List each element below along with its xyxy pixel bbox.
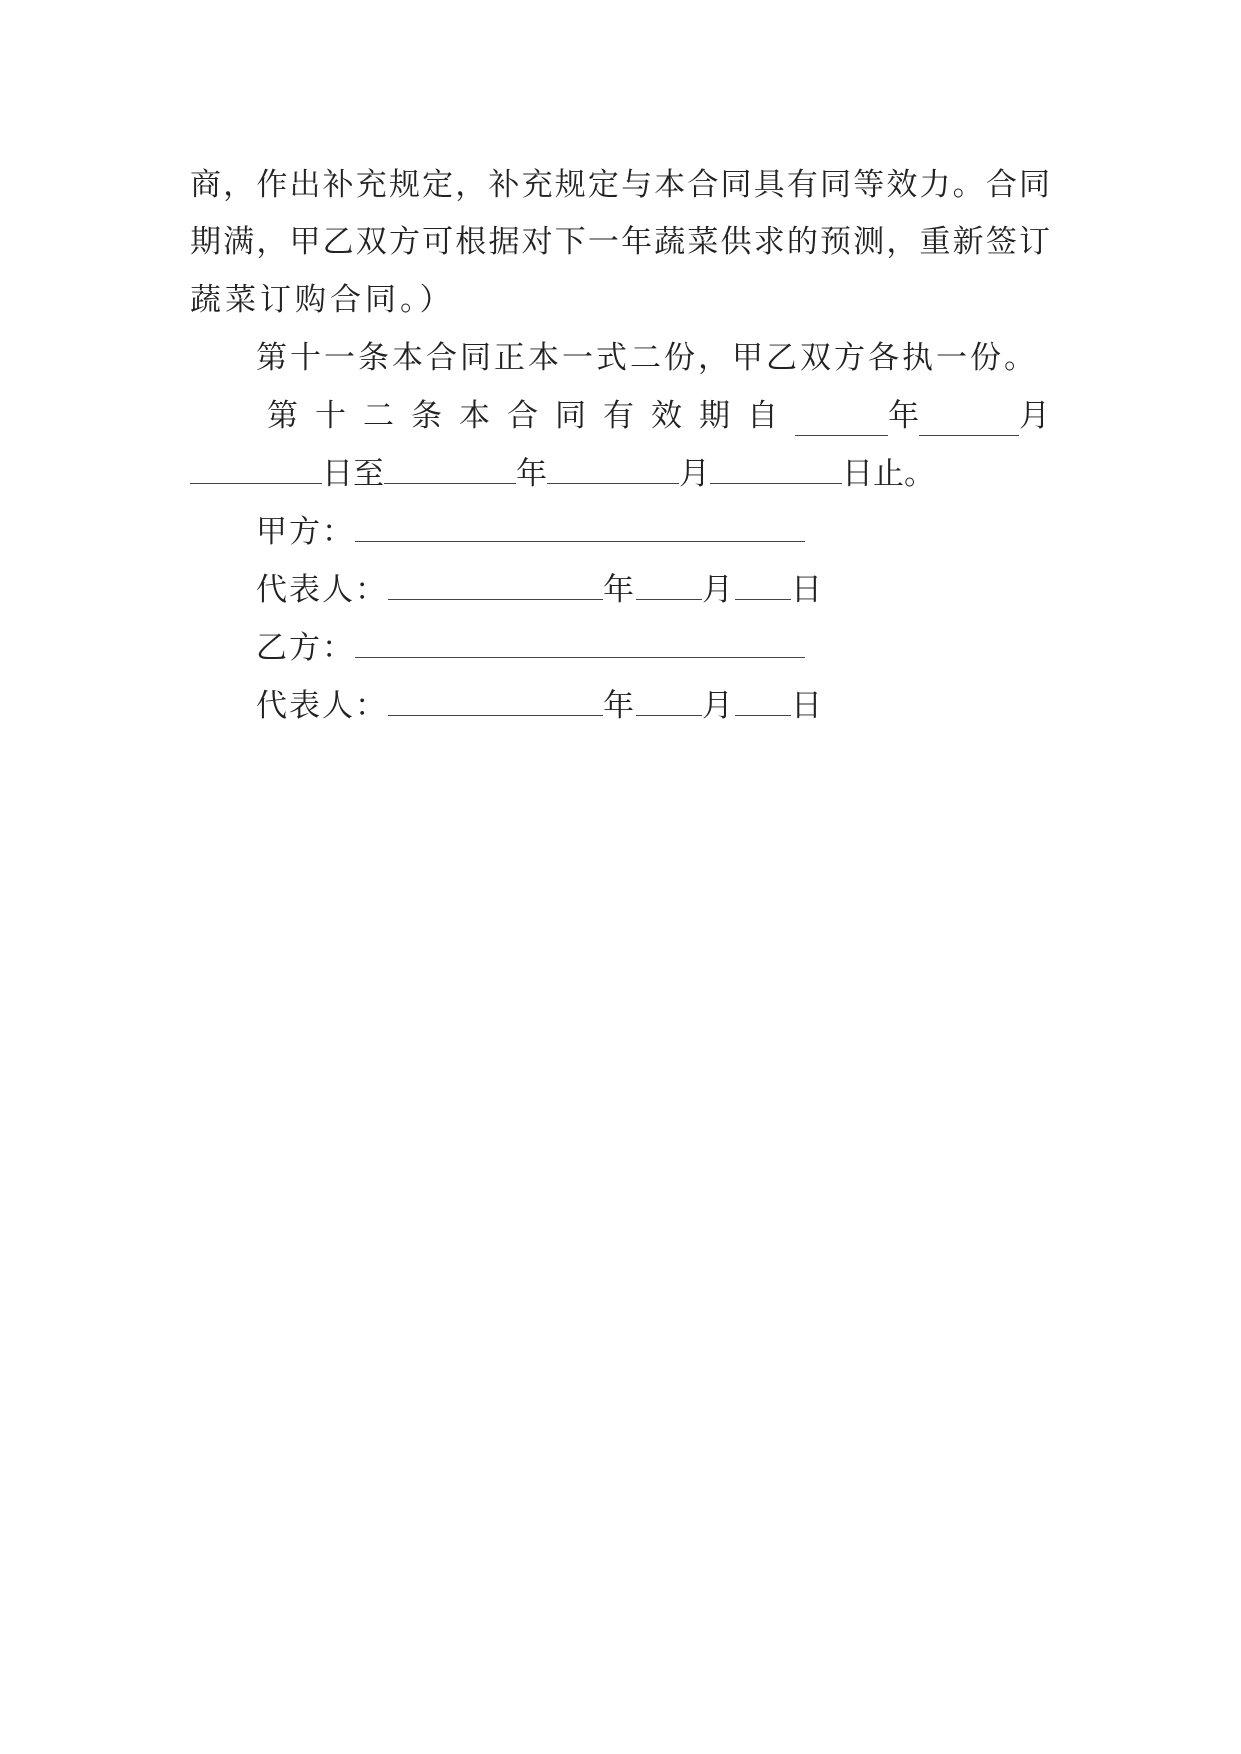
rep-b-blank[interactable] <box>388 689 603 716</box>
rep-b-label: 代表人： <box>256 688 388 724</box>
blank-day-end[interactable] <box>710 457 842 484</box>
rep-a-month: 月 <box>702 572 735 608</box>
article-12-line-1 <box>267 396 1050 436</box>
party-a-blank[interactable] <box>355 515 805 542</box>
blank-year-start[interactable] <box>795 409 888 436</box>
paragraph-line-2: 期满，甲乙双方可根据对下一年蔬菜供求的预测，重新签订 <box>190 224 1050 260</box>
rep-a-day-blank[interactable] <box>735 573 791 600</box>
paragraph-line-1: 商，作出补充规定，补充规定与本合同具有同等效力。合同 <box>190 167 1050 203</box>
rep-a-year: 年 <box>603 572 636 608</box>
rep-a-label: 代表人： <box>256 572 388 608</box>
rep-a-month-blank[interactable] <box>636 573 702 600</box>
article-12-line-2 <box>190 454 1050 494</box>
rep-b-month: 月 <box>702 688 735 724</box>
party-b-label: 乙方： <box>256 630 355 666</box>
blank-day-start[interactable] <box>190 457 322 484</box>
article-12-day-to: 日至 <box>322 456 384 492</box>
article-11: 第十一条本合同正本一式二份，甲乙双方各执一份。 <box>256 340 1038 376</box>
blank-month-end[interactable] <box>547 457 679 484</box>
party-b-blank[interactable] <box>355 631 805 658</box>
article-12-month2: 月 <box>679 456 710 492</box>
rep-a-day: 日 <box>791 572 824 608</box>
article-12-prefix: 第十二条本合同有效期自 <box>267 398 795 434</box>
article-12-year2: 年 <box>516 456 547 492</box>
party-b-row <box>256 628 1050 668</box>
rep-b-row <box>256 686 1050 726</box>
rep-b-day-blank[interactable] <box>735 689 791 716</box>
blank-year-end[interactable] <box>384 457 516 484</box>
rep-a-row <box>256 570 1050 610</box>
rep-b-year: 年 <box>603 688 636 724</box>
article-12-year: 年 <box>888 398 920 434</box>
article-12-month: 月 <box>1019 398 1050 434</box>
party-a-row <box>256 512 1050 552</box>
rep-b-day: 日 <box>791 688 824 724</box>
blank-month-start[interactable] <box>919 409 1019 436</box>
rep-a-blank[interactable] <box>388 573 603 600</box>
article-12-day-end: 日止。 <box>842 456 935 492</box>
rep-b-month-blank[interactable] <box>636 689 702 716</box>
party-a-label: 甲方： <box>256 514 355 550</box>
paragraph-line-3: 蔬菜订购合同。） <box>190 282 455 318</box>
